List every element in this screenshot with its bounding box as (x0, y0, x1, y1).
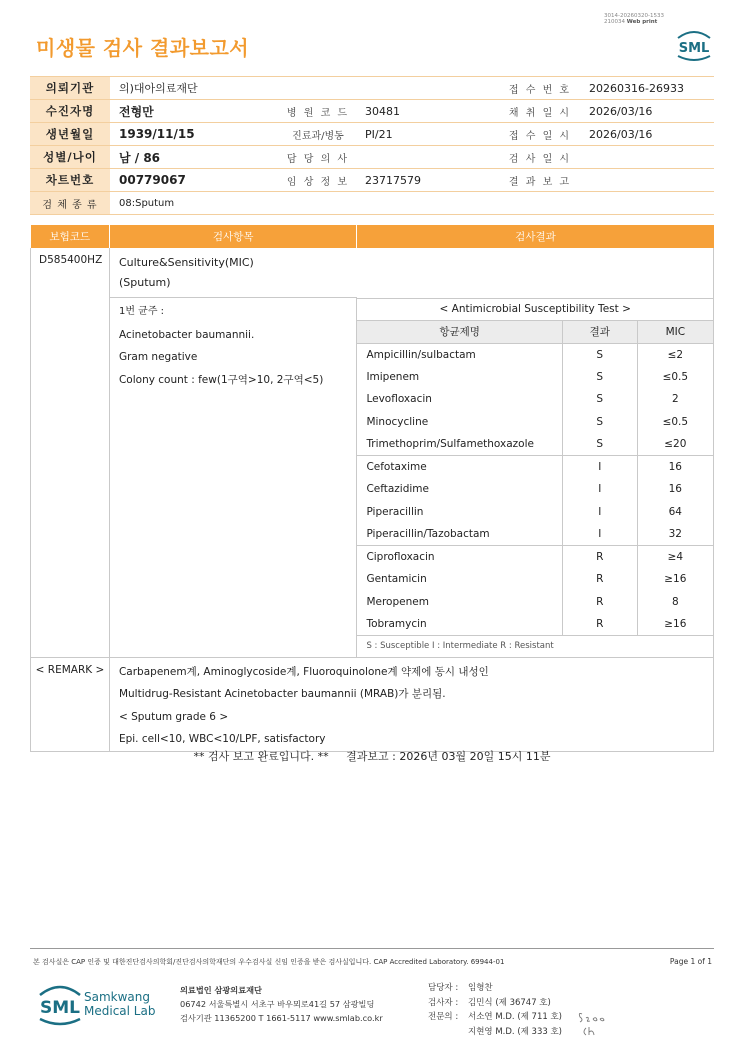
brand-name (84, 990, 155, 1018)
report-datetime: 결과보고 : 2026년 03월 20일 15시 11분 (346, 750, 551, 763)
ast-result: I (562, 478, 637, 501)
remark-line: Carbapenem계, Aminoglycoside계, Fluoroquinolone계 약제에 동시 내성인 (118, 665, 489, 678)
info-value: 1939/11/15 (110, 123, 280, 146)
staff-row: 전문의 : 서소연 M.D. (제 711 호) (428, 1012, 563, 1022)
ast-drug: Piperacillin/Tazobactam (357, 523, 562, 546)
ast-result: R (562, 568, 637, 591)
info-row (30, 123, 714, 146)
ast-result: R (562, 591, 637, 614)
web-print-label: Web print (626, 19, 658, 25)
ast-row (357, 591, 713, 614)
ast-row (357, 478, 713, 501)
ast-row (357, 366, 713, 389)
result-header-row (31, 225, 714, 248)
info-row (30, 169, 714, 192)
remark-line: Epi. cell<10, WBC<10/LPF, satisfactory (118, 733, 326, 745)
info-value: 남 / 86 (110, 146, 280, 169)
ast-drug: Imipenem (357, 366, 562, 389)
ast-drug: Ampicillin/sulbactam (357, 343, 562, 366)
ast-table (357, 298, 713, 657)
info-label: 검 체 종 류 (30, 192, 110, 215)
page-number: Page 1 of 1 (669, 957, 712, 966)
info-row (30, 100, 714, 123)
page-title: 미생물 검사 결과보고서 (36, 36, 250, 60)
ast-result: S (562, 366, 637, 389)
ast-mic: ≤2 (667, 348, 684, 361)
lab-address: 06742 서울특별시 서초구 바우뫼로41길 57 삼광빌딩 (180, 999, 375, 1009)
info-value: PI/21 (356, 123, 500, 146)
ast-row (357, 501, 713, 524)
footer-divider (30, 948, 714, 949)
ast-body (357, 343, 713, 636)
ast-drug: Meropenem (357, 591, 562, 614)
ast-result: I (562, 501, 637, 524)
ast-header-row (357, 321, 713, 344)
ast-mic: 16 (637, 456, 713, 479)
ast-row (357, 388, 713, 411)
info-value: 전형만 (110, 100, 280, 123)
ast-drug: Gentamicin (357, 568, 562, 591)
patient-info-table (30, 76, 714, 215)
col-drug: 항균제명 (357, 321, 562, 344)
insurance-code: D585400HZ (31, 248, 110, 657)
org-name: 의료법인 삼광의료재단 (180, 985, 262, 995)
result-table (30, 225, 714, 752)
ast-drug: Tobramycin (357, 613, 562, 636)
ast-mic: ≤20 (664, 438, 687, 450)
ast-result: S (562, 433, 637, 456)
header-test-result: 검사결과 (357, 225, 714, 248)
info-label: 수진자명 (30, 100, 110, 123)
organism-info (109, 298, 356, 658)
ast-drug: Cefotaxime (357, 456, 562, 479)
ast-mic: ≥16 (664, 618, 687, 630)
info-label: 임 상 정 보 (280, 169, 356, 192)
info-value (356, 146, 500, 169)
ast-title: < Antimicrobial Susceptibility Test > (357, 298, 713, 321)
ast-result: R (562, 613, 637, 636)
header-insurance-code: 보험코드 (31, 225, 110, 248)
ast-result: R (562, 546, 637, 569)
report-code-line1: 3014-20260320-1533 (604, 13, 664, 19)
ast-row (357, 433, 713, 456)
info-label: 의뢰기관 (30, 77, 110, 100)
info-label: 검 사 일 시 (500, 146, 580, 169)
info-value: 2026/03/16 (580, 100, 714, 123)
info-value (580, 146, 714, 169)
info-value: 30481 (356, 100, 500, 123)
ast-mic: ≤0.5 (662, 415, 689, 428)
test-item (109, 248, 713, 298)
ast-drug: Ciprofloxacin (357, 546, 562, 569)
info-value (580, 169, 714, 192)
header-test-item: 검사항목 (109, 225, 356, 248)
info-label: 결 과 보 고 (500, 169, 580, 192)
ast-cell (357, 298, 714, 658)
ast-row (357, 613, 713, 636)
ast-result: S (562, 411, 637, 434)
info-value: 의)대아의료재단 (110, 77, 500, 100)
ast-row (357, 456, 713, 479)
organism-name: Acinetobacter baumannii. (118, 328, 255, 341)
gram-stain: Gram negative (118, 351, 198, 363)
info-value: 20260316-26933 (580, 77, 714, 100)
brand-line1: Samkwang (84, 990, 150, 1004)
ast-mic: ≥16 (664, 573, 687, 586)
info-value: 23717579 (356, 169, 500, 192)
staff-row: 검사자 : 김민식 (제 36747 호) (428, 997, 551, 1008)
signature-icon (576, 1008, 610, 1038)
info-label: 차트번호 (30, 169, 110, 192)
colony-count: Colony count : few(1구역>10, 2구역<5) (118, 373, 324, 386)
info-label: 진료과/병동 (280, 123, 356, 146)
ast-row (357, 411, 713, 434)
lab-contact: 검사기관 11365200 T 1661-5117 www.smlab.co.kr (180, 1013, 383, 1023)
organism-row (31, 298, 714, 658)
info-value: 00779067 (110, 169, 280, 192)
remark-text (109, 657, 713, 751)
staff-row: 지현영 M.D. (제 333 호) (468, 1026, 563, 1037)
staff-list (428, 981, 562, 1039)
certification-note: 본 검사실은 CAP 인증 및 대한진단검사의학회/진단검사의학재단의 우수검사실 신임 인증을 받은 검사실입니다. CAP Accredited Laboratory. 69944-01 (33, 958, 505, 966)
isolate-label: 1번 균주 : (118, 306, 165, 317)
info-value: 2026/03/16 (580, 123, 714, 146)
test-item-name: Culture&Sensitivity(MIC) (118, 256, 254, 269)
brand-line2: Medical Lab (84, 1004, 156, 1018)
remark-label: < REMARK > (31, 657, 110, 751)
info-label: 성별/나이 (30, 146, 110, 169)
report-complete (0, 748, 744, 764)
ast-row (357, 343, 713, 366)
info-row (30, 77, 714, 100)
ast-result: S (562, 388, 637, 411)
info-label: 접 수 번 호 (500, 77, 580, 100)
ast-mic: 8 (671, 595, 679, 608)
ast-mic: 32 (668, 528, 682, 540)
info-label: 병 원 코 드 (280, 100, 356, 123)
test-row (31, 248, 714, 298)
info-value: 08:Sputum (110, 192, 714, 215)
ast-drug: Minocycline (357, 411, 562, 434)
info-row (30, 146, 714, 169)
complete-message: ** 검사 보고 완료입니다. ** (193, 750, 329, 763)
ast-row (357, 546, 713, 569)
ast-result: I (562, 523, 637, 546)
ast-result: I (562, 456, 637, 479)
report-code (604, 13, 664, 25)
ast-mic: ≤0.5 (662, 370, 689, 383)
ast-legend: S : Susceptible I : Intermediate R : Resistant (357, 636, 713, 657)
ast-row (357, 523, 713, 546)
ast-mic: ≥4 (637, 546, 713, 569)
ast-drug: Ceftazidime (357, 478, 562, 501)
lab-info (180, 983, 383, 1025)
ast-mic: 64 (668, 505, 682, 518)
ast-drug: Levofloxacin (357, 388, 562, 411)
col-mic: MIC (637, 321, 713, 344)
report-code-line2: 210034 (604, 19, 625, 25)
ast-drug: Piperacillin (357, 501, 562, 524)
footer-logo-text: SML (40, 998, 80, 1018)
col-result: 결과 (562, 321, 637, 344)
ast-drug: Trimethoprim/Sulfamethoxazole (357, 433, 562, 456)
info-label: 담 당 의 사 (280, 146, 356, 169)
ast-row (357, 568, 713, 591)
info-label: 접 수 일 시 (500, 123, 580, 146)
ast-result: S (562, 343, 637, 366)
remark-line: Multidrug-Resistant Acinetobacter baumannii (MRAB)가 분리됨. (118, 688, 446, 700)
test-item-specimen: (Sputum) (118, 276, 171, 289)
staff-row: 담당자 : 임형찬 (428, 983, 493, 993)
remark-line: < Sputum grade 6 > (118, 710, 229, 723)
info-label: 채 취 일 시 (500, 100, 580, 123)
ast-mic: 16 (668, 483, 682, 496)
info-row (30, 192, 714, 215)
remark-row (31, 657, 714, 751)
sml-logo-text: SML (678, 41, 710, 56)
info-label: 생년월일 (30, 123, 110, 146)
sml-logo-icon (672, 26, 716, 62)
ast-mic: 2 (671, 393, 679, 406)
